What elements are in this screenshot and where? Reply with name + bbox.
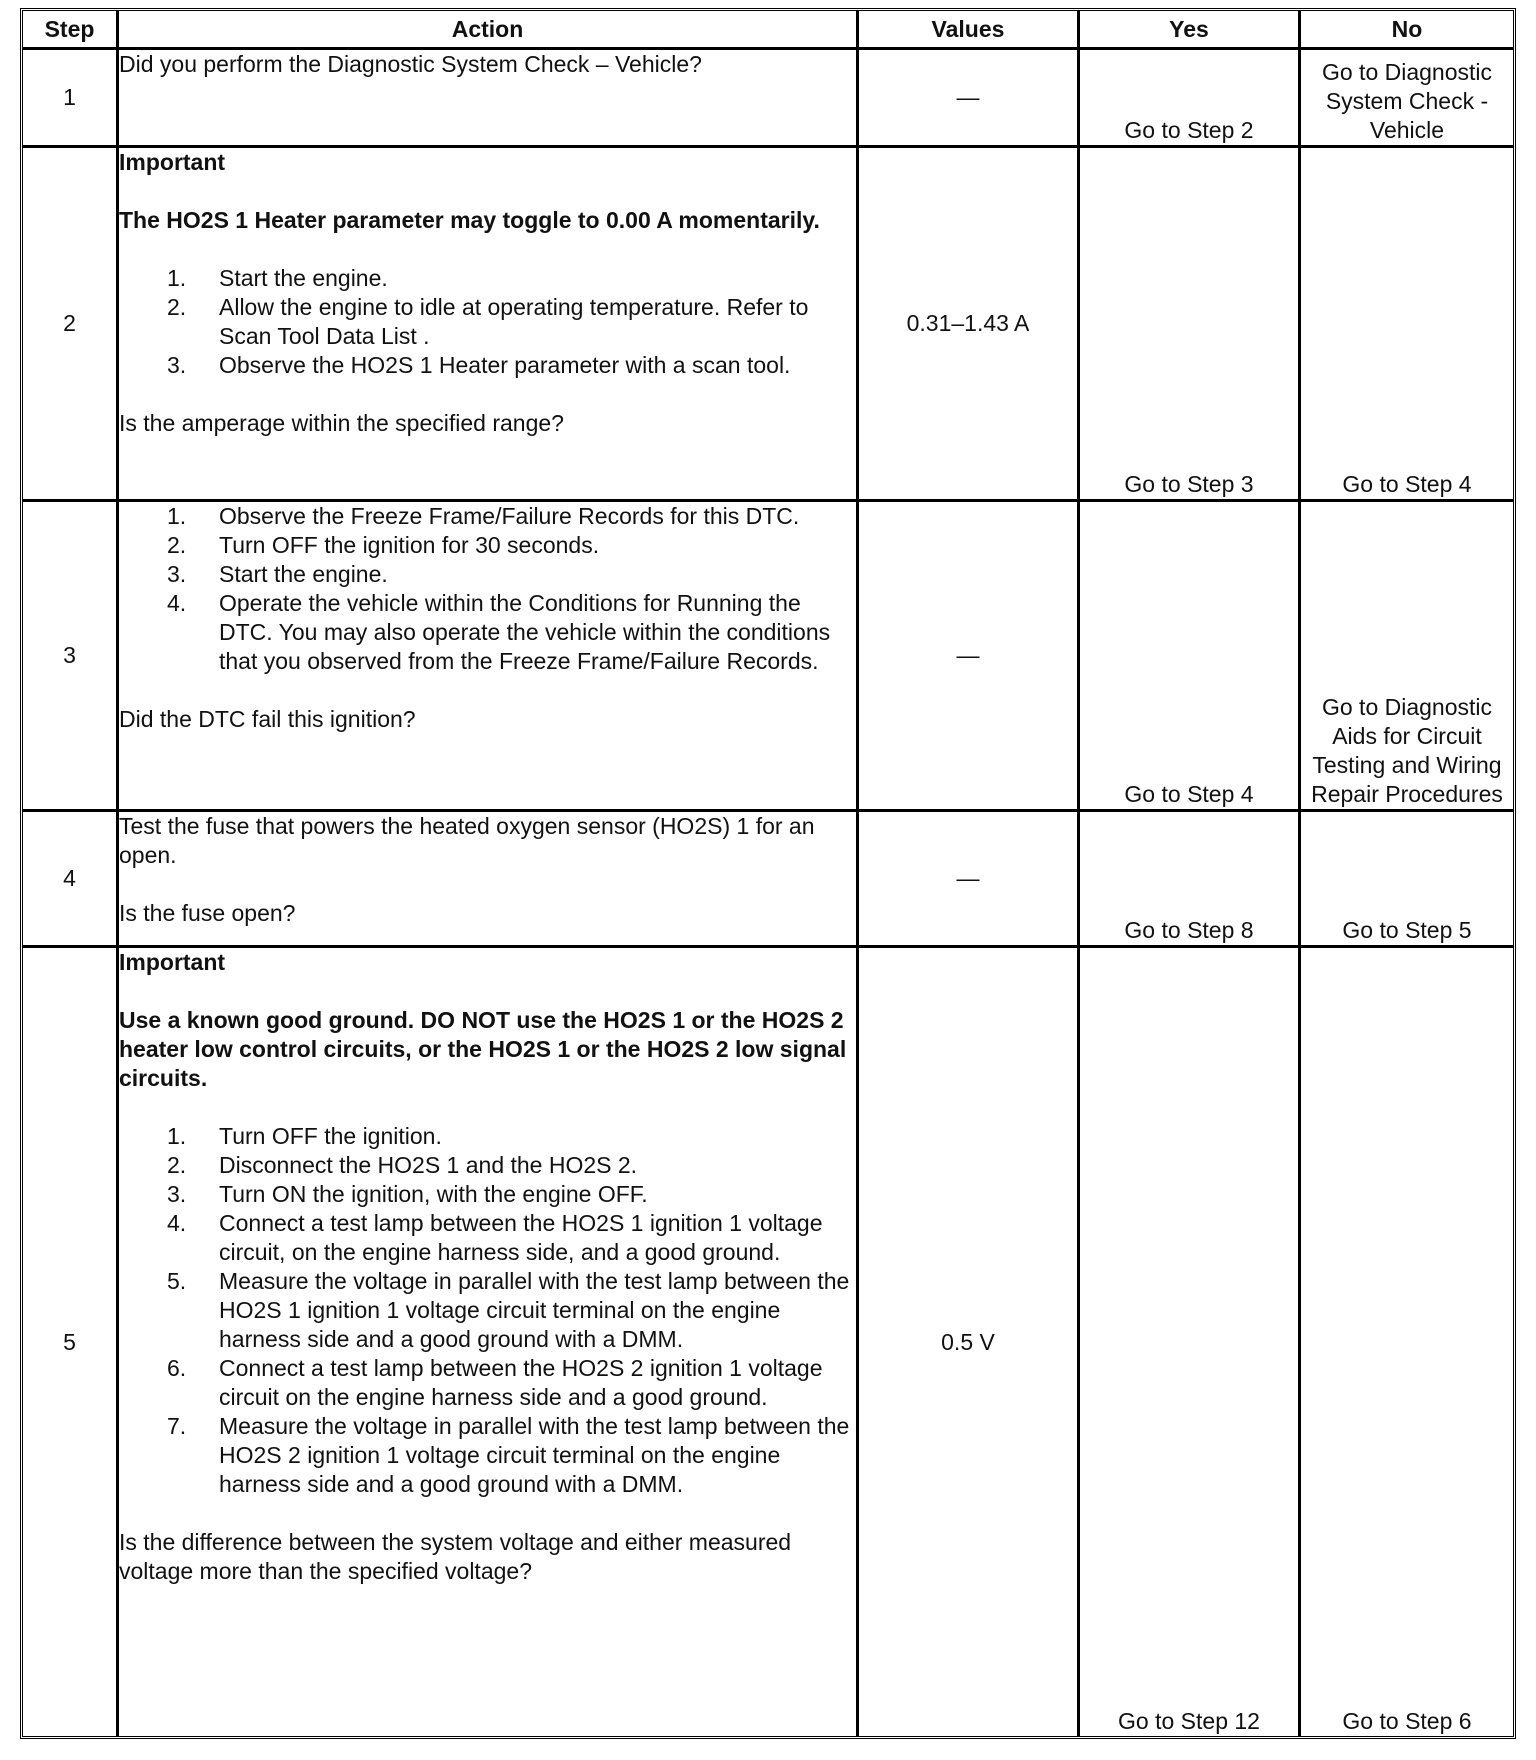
yes-cell: Go to Step 3 <box>1080 148 1301 502</box>
header-action: Action <box>119 11 859 50</box>
list-item-number: 2. <box>167 1152 187 1178</box>
list-item-number: 1. <box>167 265 187 291</box>
list-item <box>119 1180 856 1209</box>
list-item-number: 3. <box>167 561 187 587</box>
value-cell: — <box>859 812 1080 948</box>
step-number: 4 <box>23 812 119 948</box>
yes-cell: Go to Step 2 <box>1080 50 1301 148</box>
list-item-number: 1. <box>167 1123 187 1149</box>
yes-cell: Go to Step 12 <box>1080 948 1301 1736</box>
list-item-text: Turn ON the ignition, with the engine OFF. <box>219 1181 648 1207</box>
question-text: Is the amperage within the specified range? <box>119 410 564 436</box>
question-text: Is the fuse open? <box>119 900 296 926</box>
list-item-number: 3. <box>167 352 187 378</box>
list-item <box>119 1354 856 1412</box>
list-item-number: 4. <box>167 590 187 616</box>
list-item <box>119 1267 856 1354</box>
list-item-text: Connect a test lamp between the HO2S 2 ignition 1 voltage circuit on the engine harness side and a good ground. <box>219 1355 823 1410</box>
list-item <box>119 264 856 293</box>
no-cell: Go to Diagnostic System Check - Vehicle <box>1301 50 1513 148</box>
important-text: The HO2S 1 Heater parameter may toggle to 0.00 A momentarily. <box>119 207 820 233</box>
table-row-step-5 <box>23 948 1513 1736</box>
header-no: No <box>1301 11 1513 50</box>
diagnostic-table <box>20 8 1516 1739</box>
question-text: Did the DTC fail this ignition? <box>119 706 416 732</box>
value-cell: 0.5 V <box>859 948 1080 1736</box>
list-item <box>119 351 856 380</box>
list-item-number: 3. <box>167 1181 187 1207</box>
list-item <box>119 1151 856 1180</box>
action-cell <box>119 948 859 1736</box>
list-item-text: Start the engine. <box>219 561 388 587</box>
value-cell: 0.31–1.43 A <box>859 148 1080 502</box>
list-item-text: Disconnect the HO2S 1 and the HO2S 2. <box>219 1152 638 1178</box>
list-item <box>119 502 856 531</box>
list-item <box>119 1209 856 1267</box>
intro-text: Test the fuse that powers the heated oxygen sensor (HO2S) 1 for an open. <box>119 813 815 868</box>
table-row-step-3 <box>23 502 1513 812</box>
list-item-text: Observe the Freeze Frame/Failure Records for this DTC. <box>219 503 800 529</box>
header-yes: Yes <box>1080 11 1301 50</box>
list-item-number: 4. <box>167 1210 187 1236</box>
list-item-number: 2. <box>167 294 187 320</box>
list-item-text: Connect a test lamp between the HO2S 1 ignition 1 voltage circuit, on the engine harness side, and a good ground. <box>219 1210 823 1265</box>
header-step: Step <box>23 11 119 50</box>
list-item-number: 5. <box>167 1268 187 1294</box>
list-item-text: Observe the HO2S 1 Heater parameter with a scan tool. <box>219 352 791 378</box>
action-cell <box>119 812 859 948</box>
yes-cell: Go to Step 8 <box>1080 812 1301 948</box>
table-row-step-4 <box>23 812 1513 948</box>
list-item <box>119 560 856 589</box>
step-number: 3 <box>23 502 119 812</box>
list-item-number: 1. <box>167 503 187 529</box>
list-item-number: 2. <box>167 532 187 558</box>
list-item-text: Start the engine. <box>219 265 388 291</box>
procedure-list <box>119 1122 856 1499</box>
no-cell: Go to Step 6 <box>1342 1708 1472 1734</box>
list-item <box>119 589 856 676</box>
list-item-text: Measure the voltage in parallel with the test lamp between the HO2S 2 ignition 1 voltage circuit terminal on the engine harness side and a good ground with a DMM. <box>219 1413 850 1497</box>
important-heading: Important <box>119 149 226 175</box>
step-number: 5 <box>23 948 119 1736</box>
step-number: 2 <box>23 148 119 502</box>
header-values: Values <box>859 11 1080 50</box>
yes-cell: Go to Step 4 <box>1080 502 1301 812</box>
question-text: Did you perform the Diagnostic System Check – Vehicle? <box>119 51 702 77</box>
list-item-text: Measure the voltage in parallel with the test lamp between the HO2S 1 ignition 1 voltage circuit terminal on the engine harness side and a good ground with a DMM. <box>219 1268 850 1352</box>
procedure-list <box>119 502 856 676</box>
header-row <box>23 11 1513 50</box>
action-cell <box>119 50 859 148</box>
important-text: Use a known good ground. DO NOT use the HO2S 1 or the HO2S 2 heater low control circuits, or the HO2S 1 or the HO2S 2 low signal circuits. <box>119 1007 847 1091</box>
important-heading: Important <box>119 949 226 975</box>
action-cell <box>119 148 859 502</box>
no-cell: Go to Step 4 <box>1301 148 1513 502</box>
list-item <box>119 1122 856 1151</box>
no-cell: Go to Diagnostic Aids for Circuit Testing and Wiring Repair Procedures <box>1301 502 1513 812</box>
list-item <box>119 531 856 560</box>
procedure-list <box>119 264 856 380</box>
question-text: Is the difference between the system voltage and either measured voltage more than the specified voltage? <box>119 1529 792 1584</box>
list-item-number: 6. <box>167 1355 187 1381</box>
value-cell: — <box>859 50 1080 148</box>
no-cell: Go to Step 5 <box>1301 812 1513 948</box>
list-item-text: Allow the engine to idle at operating temperature. Refer to Scan Tool Data List . <box>219 294 809 349</box>
list-item-text: Turn OFF the ignition. <box>219 1123 442 1149</box>
list-item-text: Operate the vehicle within the Conditions for Running the DTC. You may also operate the vehicle within the conditions that you observed from the Freeze Frame/Failure Records. <box>219 590 831 674</box>
list-item <box>119 1412 856 1499</box>
table-row-step-2 <box>23 148 1513 502</box>
list-item-number: 7. <box>167 1413 187 1439</box>
step-number: 1 <box>23 50 119 148</box>
list-item-text: Turn OFF the ignition for 30 seconds. <box>219 532 600 558</box>
table-row-step-1 <box>23 50 1513 148</box>
value-cell: — <box>859 502 1080 812</box>
action-cell <box>119 502 859 812</box>
list-item <box>119 293 856 351</box>
